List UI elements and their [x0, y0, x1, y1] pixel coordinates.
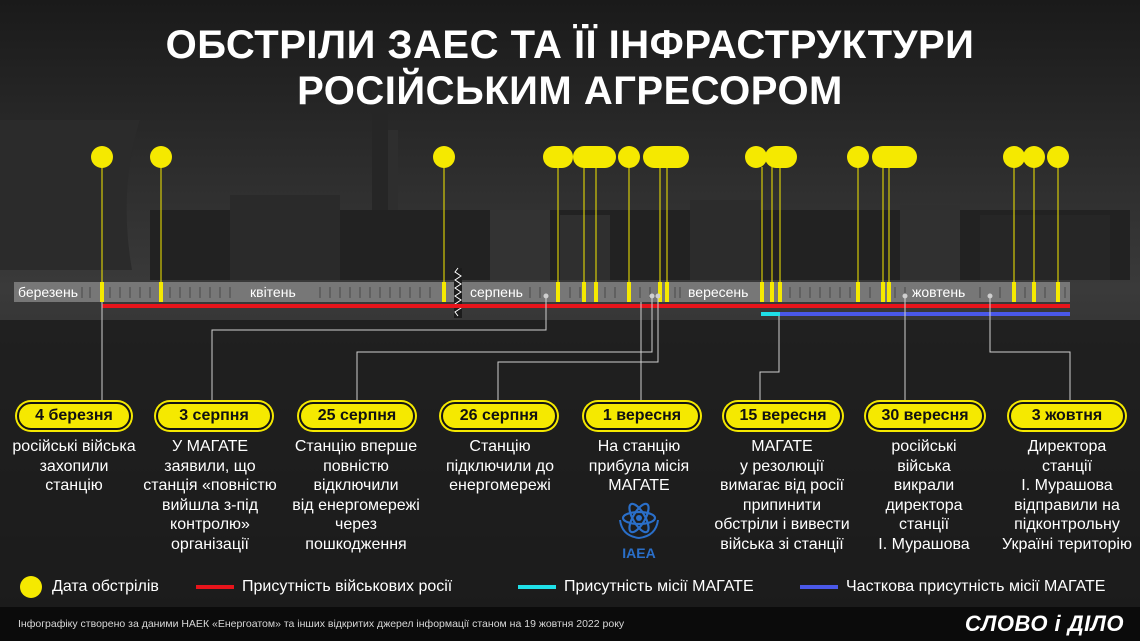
legend-military-label: Присутність військових росії: [242, 578, 453, 595]
connector-25-august: [357, 296, 652, 402]
legend-shelling: [20, 570, 159, 604]
connector-26-august: [498, 296, 658, 402]
event-text-3-august: У МАГАТЕ заявили, що станція «повністю вийшла з-під контролю» організації: [143, 438, 277, 553]
event-date-30-september: 30 вересня: [866, 402, 984, 430]
shelling-dot: [1023, 146, 1045, 168]
event-connectors: [102, 294, 1070, 402]
shelling-dot: [543, 146, 573, 168]
shelling-dot: [91, 146, 113, 168]
month-label-august: серпень: [470, 284, 523, 300]
shelling-dot: [618, 146, 640, 168]
shelling-dot: [150, 146, 172, 168]
month-label-april: квітень: [250, 284, 296, 300]
title-line-2: РОСІЙСЬКИМ АГРЕСОРОМ: [297, 69, 843, 113]
month-label-march: березень: [18, 284, 78, 300]
event-date-1-september: 1 вересня: [584, 402, 700, 430]
event-text-30-september: російські війська викрали директора станції І. Мурашова: [878, 438, 970, 553]
event-date-3-october: 3 жовтня: [1009, 402, 1125, 430]
legend-iaea-partial: [800, 570, 1105, 604]
shelling-dot: [643, 146, 689, 168]
cyan-line-icon: [518, 585, 556, 589]
shelling-dot: [745, 146, 767, 168]
shelling-dot: [1003, 146, 1025, 168]
shelling-dot: [433, 146, 455, 168]
legend-shelling-label: Дата обстрілів: [52, 578, 159, 595]
shelling-dot: [847, 146, 869, 168]
legend-iaea: [518, 570, 754, 604]
connector-15-september: [760, 316, 779, 402]
blue-line-icon: [800, 585, 838, 589]
shelling-dot: [573, 146, 616, 168]
shelling-dot-icon: [20, 576, 42, 598]
legend: [0, 570, 1140, 604]
event-date-3-august: 3 серпня: [156, 402, 272, 430]
shelling-dot: [765, 146, 797, 168]
title-line-1: ОБСТРІЛИ ЗАЕС ТА ЇЇ ІНФРАСТРУКТУРИ: [165, 23, 975, 67]
event-date-15-september: 15 вересня: [724, 402, 842, 430]
legend-iaea-partial-label: Часткова присутність місії МАГАТЕ: [846, 578, 1106, 595]
month-label-october: жовтень: [912, 284, 966, 300]
event-text-15-september: МАГАТЕ у резолюції вимагає від росії припинити обстріли і вивести війська зі станції: [714, 438, 850, 553]
shelling-dot: [872, 146, 917, 168]
footer-note: Інфографіку створено за даними НАЕК «Енергоатом» та інших відкритих джерел інформації станом на 19 жовтня 2022 року: [18, 618, 625, 630]
legend-military: [196, 570, 452, 604]
red-line-icon: [196, 585, 234, 589]
event-text-3-october: Директора станції І. Мурашова відправили на підконтрольну Україні територію: [1002, 438, 1132, 553]
timeline-break-mark: [454, 268, 462, 318]
event-text-25-august: Станцію вперше повністю відключили від енергомережі через пошкодження: [292, 438, 420, 553]
shelling-markers: [91, 146, 1069, 302]
shelling-dot: [1047, 146, 1069, 168]
connector-3-october: [990, 296, 1070, 402]
brand-logo: СЛОВО і ДІЛО: [964, 611, 1124, 636]
legend-iaea-label: Присутність місії МАГАТЕ: [564, 578, 754, 595]
event-text-1-september: На станцію прибула місія МАГАТЕ: [588, 438, 690, 495]
connector-3-august: [212, 296, 546, 402]
month-label-september: вересень: [688, 284, 749, 300]
event-date-26-august: 26 серпня: [441, 402, 557, 430]
iaea-logo-text: IAEA: [622, 545, 656, 560]
iaea-presence-line: [761, 312, 780, 316]
iaea-partial-presence-line: [780, 312, 1070, 316]
event-date-4-march: 4 березня: [17, 402, 131, 430]
event-date-25-august: 25 серпня: [299, 402, 415, 430]
event-text-26-august: Станцію підключили до енергомережі: [446, 438, 554, 495]
military-presence-line: [102, 304, 1070, 308]
iaea-logo: [612, 498, 666, 560]
event-text-4-march: російські війська захопили станцію: [12, 438, 136, 495]
footer: [0, 607, 1140, 641]
